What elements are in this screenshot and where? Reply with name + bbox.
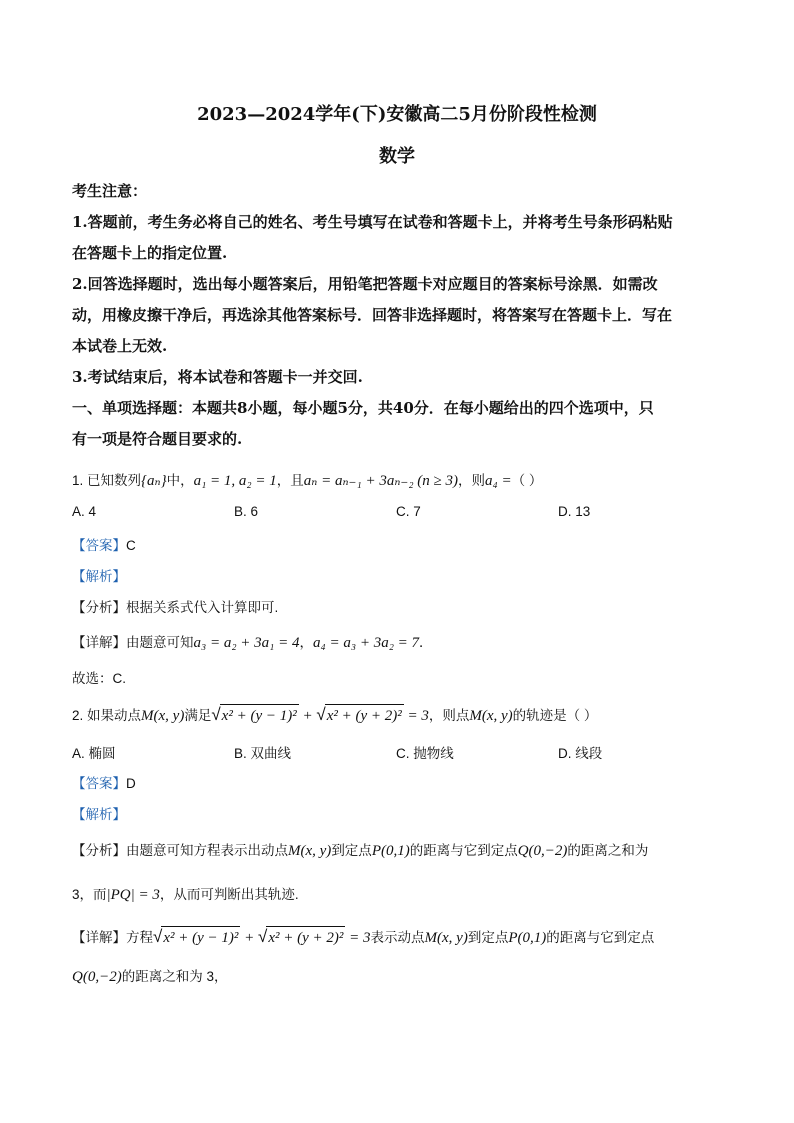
q2-option-c: C. 抛物线 bbox=[396, 746, 454, 761]
q2-detail-a: 方程 bbox=[126, 930, 153, 945]
q1-fenxi-tag: 【分析】 bbox=[72, 600, 126, 615]
q2-option-b: B. 双曲线 bbox=[234, 746, 292, 761]
q1-answer bbox=[72, 535, 724, 557]
q2-analysis bbox=[72, 804, 724, 826]
q2-detail-e: 的距离之和为 3， bbox=[121, 969, 228, 984]
sqrt-symbol-1: √ bbox=[211, 705, 221, 724]
q1-conclusion: 故选：C. bbox=[72, 671, 126, 686]
q1-option-d: D. 13 bbox=[558, 504, 591, 519]
q2-suffix: 的轨迹是（ ） bbox=[512, 708, 598, 723]
q2-detail-d: 的距离与它到定点 bbox=[546, 930, 655, 945]
q2-point-2: M(x, y) bbox=[469, 708, 513, 724]
question-1-stem bbox=[72, 470, 724, 492]
q1-analysis bbox=[72, 566, 724, 588]
q2-detail-radicand-2: x² + (y + 2)² bbox=[266, 926, 345, 949]
q1-option-c: C. 7 bbox=[396, 504, 421, 519]
q2-fenxi-line-1 bbox=[72, 840, 724, 862]
q2-fenxi-a: 由题意可知方程表示出动点 bbox=[126, 843, 288, 858]
q2-fenxi-b: 到定点 bbox=[331, 843, 372, 858]
q1-mid-1: 中， bbox=[166, 473, 194, 488]
q2-mid-1: 满足 bbox=[184, 708, 212, 723]
q1-given-terms: a₁ = 1, a₂ = 1 bbox=[193, 473, 277, 489]
q2-detail-equals: = 3 bbox=[345, 930, 371, 946]
q1-detail-sep: ， bbox=[299, 635, 314, 650]
q2-detail-plus: + bbox=[240, 930, 259, 946]
q2-option-a: A. 椭圆 bbox=[72, 746, 116, 761]
q2-fenxi2-b: ，从而可判断出其轨迹. bbox=[159, 887, 299, 902]
q2-detail-radicand-1: x² + (y − 1)² bbox=[161, 926, 240, 949]
q2-fenxi-line-2 bbox=[72, 884, 724, 906]
q2-fenxi-p: P(0,1) bbox=[371, 843, 410, 859]
q2-fenxi2-a: 3，而 bbox=[72, 887, 107, 902]
section-1-line-2: 有一项是符合题目要求的. bbox=[72, 430, 243, 448]
notice-item-3: 3.考试结束后，将本试卷和答题卡一并交回. bbox=[72, 368, 363, 386]
sqrt-symbol-4: √ bbox=[258, 927, 268, 946]
q2-mid-2: ，则点 bbox=[428, 708, 470, 723]
q1-detail-eq-2: a₄ = a₃ + 3a₂ = 7 bbox=[313, 635, 420, 651]
q1-recurrence: aₙ = aₙ₋₁ + 3aₙ₋₂ (n ≥ 3) bbox=[303, 473, 458, 489]
q1-sequence: {aₙ} bbox=[141, 473, 167, 489]
sqrt-symbol-3: √ bbox=[153, 927, 163, 946]
subject-title: 数学 bbox=[379, 146, 415, 167]
q2-detail-c: 到定点 bbox=[467, 930, 509, 945]
q2-fenxi-m: M(x, y) bbox=[288, 843, 332, 859]
notice-item-2-line-1: 2.回答选择题时，选出每小题答案后，用铅笔把答题卡对应题目的答案标号涂黑．如需改 bbox=[72, 275, 658, 293]
q1-detail-end: ． bbox=[419, 635, 433, 650]
q2-detail-p: P(0,1) bbox=[508, 930, 547, 946]
q1-analysis-tag: 【解析】 bbox=[72, 569, 126, 584]
q2-detail-line-2 bbox=[72, 966, 724, 988]
q2-radicand-1: x² + (y − 1)² bbox=[220, 704, 299, 727]
q1-answer-value: C bbox=[126, 538, 136, 553]
q2-answer bbox=[72, 773, 724, 795]
q1-detail-prefix: 由题意可知 bbox=[126, 635, 194, 650]
section-1-line-1: 一、单项选择题：本题共8小题，每小题5分，共40分．在每小题给出的四个选项中，只 bbox=[72, 399, 654, 417]
q1-blank: （ ） bbox=[511, 473, 543, 488]
q2-detail-m: M(x, y) bbox=[424, 930, 468, 946]
q2-equals: = 3 bbox=[403, 708, 429, 724]
q1-option-b: B. 6 bbox=[234, 504, 259, 519]
notice-item-1-line-2: 在答题卡上的指定位置. bbox=[72, 244, 228, 262]
q1-mid-3: ，则 bbox=[458, 473, 485, 488]
notice-item-1-line-1: 1.答题前，考生务必将自己的姓名、考生号填写在试卷和答题卡上，并将考生号条形码粘贴 bbox=[72, 213, 673, 231]
q1-prefix: 1. 已知数列 bbox=[72, 473, 142, 488]
notice-item-2-line-3: 本试卷上无效. bbox=[72, 337, 168, 355]
q2-detail-b: 表示动点 bbox=[370, 930, 425, 945]
q1-fenxi-text: 根据关系式代入计算即可. bbox=[126, 600, 279, 615]
q2-fenxi2-pq: |PQ| = 3 bbox=[106, 887, 160, 903]
q2-plus: + bbox=[298, 708, 317, 724]
q2-fenxi-d: 的距离之和为 bbox=[567, 843, 649, 858]
q1-detail bbox=[72, 632, 724, 654]
q1-detail-tag: 【详解】 bbox=[72, 635, 126, 650]
q2-fenxi-tag: 【分析】 bbox=[72, 843, 126, 858]
sqrt-symbol-2: √ bbox=[316, 705, 326, 724]
q2-answer-tag: 【答案】 bbox=[72, 776, 126, 791]
q1-option-a: A. 4 bbox=[72, 504, 97, 519]
q2-fenxi-c: 的距离与它到定点 bbox=[409, 843, 518, 858]
q2-fenxi-q: Q(0,−2) bbox=[517, 843, 568, 859]
q2-analysis-tag: 【解析】 bbox=[72, 807, 126, 822]
q2-detail-q: Q(0,−2) bbox=[72, 969, 122, 985]
q1-fenxi bbox=[72, 597, 724, 619]
q2-detail-line-1 bbox=[72, 926, 724, 949]
q1-detail-eq-1: a₃ = a₂ + 3a₁ = 4 bbox=[193, 635, 300, 651]
q2-point: M(x, y) bbox=[141, 708, 185, 724]
question-2-stem bbox=[72, 704, 724, 727]
q2-detail-tag: 【详解】 bbox=[72, 930, 126, 945]
q1-answer-tag: 【答案】 bbox=[72, 538, 126, 553]
exam-title: 2023—2024学年(下)安徽高二5月份阶段性检测 bbox=[197, 104, 597, 125]
q1-mid-2: ，且 bbox=[276, 473, 304, 488]
q2-prefix: 2. 如果动点 bbox=[72, 708, 142, 723]
q2-radicand-2: x² + (y + 2)² bbox=[325, 704, 404, 727]
q1-target: a₄ = bbox=[485, 473, 512, 489]
notice-heading: 考生注意： bbox=[72, 182, 148, 200]
notice-item-2-line-2: 动，用橡皮擦干净后，再选涂其他答案标号．回答非选择题时，将答案写在答题卡上．写在 bbox=[72, 306, 673, 324]
q2-option-d: D. 线段 bbox=[558, 746, 603, 761]
q2-answer-value: D bbox=[126, 776, 136, 791]
